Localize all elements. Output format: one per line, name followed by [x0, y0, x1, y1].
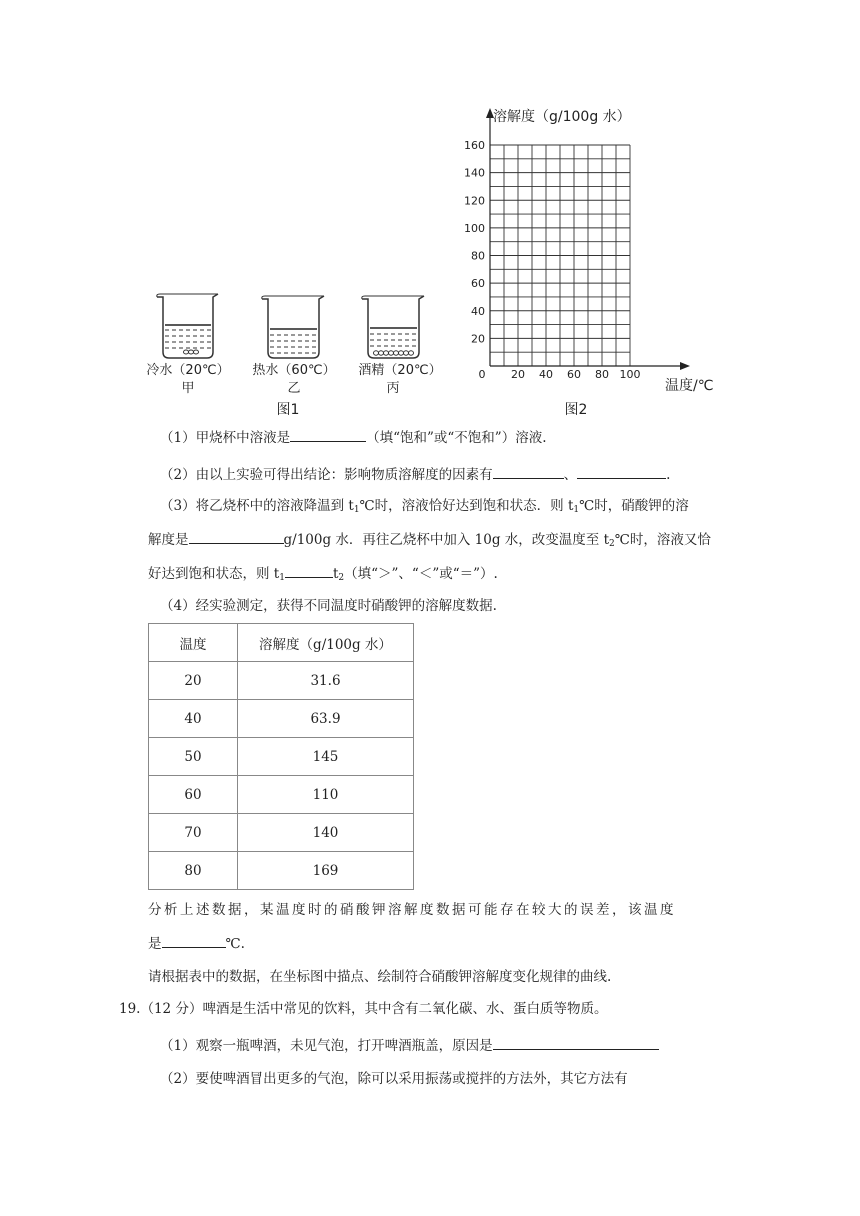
q1-text: （1）甲烧杯中溶液是 — [160, 430, 291, 446]
x-tick-label: 80 — [595, 368, 609, 381]
analysis-blank-temperature[interactable] — [162, 933, 226, 948]
y-tick-labels — [464, 139, 485, 345]
beaker-bing-name: 丙 — [386, 381, 400, 396]
table-cell: 169 — [238, 852, 414, 890]
y-tick-label: 140 — [464, 166, 485, 180]
q3-sub: 2 — [338, 573, 345, 583]
q3-text: ℃时，溶液又恰 — [614, 532, 711, 548]
y-tick-label: 60 — [471, 277, 485, 291]
q2-text: （2）由以上实验可得出结论：影响物质溶解度的因素有 — [160, 467, 493, 483]
x-tick-label: 40 — [539, 368, 553, 381]
q3-sub: 1 — [279, 573, 285, 583]
beaker-yi-name: 乙 — [287, 381, 301, 396]
q19-p1-blank[interactable] — [493, 1035, 659, 1050]
crystal-particle — [399, 351, 404, 355]
q2-separator: 、 — [563, 467, 578, 483]
y-tick-label: 80 — [471, 249, 485, 263]
y-tick-label: 20 — [471, 332, 485, 346]
table-row — [149, 738, 414, 776]
question-3-line-2 — [148, 529, 711, 554]
y-tick-label: 40 — [471, 304, 485, 318]
q3-text: （3）将乙烧杯中的溶液降温到 t — [160, 498, 354, 514]
analysis-text: 是 — [148, 936, 162, 952]
table-row — [149, 700, 414, 738]
crystal-particle — [384, 351, 389, 355]
table-row — [149, 814, 414, 852]
question-19-part-2: （2）要使啤酒冒出更多的气泡，除可以采用振荡或搅拌的方法外，其它方法有 — [160, 1071, 628, 1087]
q1-blank[interactable] — [290, 427, 366, 442]
table-cell: 63.9 — [238, 700, 414, 738]
x-tick-label: 0 — [478, 368, 486, 381]
beaker-bing — [362, 296, 424, 358]
table-cell: 70 — [149, 814, 238, 852]
q2-blank-2[interactable] — [577, 464, 666, 479]
q3-text: t — [332, 566, 339, 582]
table-cell: 140 — [238, 814, 414, 852]
q3-text: g/100g 水．再往乙烧杯中加入 10g 水，改变温度至 t — [283, 532, 610, 548]
question-19-part-1 — [160, 1035, 659, 1056]
x-axis-label: 温度/℃ — [665, 378, 714, 394]
crystal-particle — [409, 351, 414, 355]
q2-end: . — [666, 467, 671, 483]
question-3-line-1 — [160, 496, 689, 520]
q3-text: ℃时，硝酸钾的溶 — [579, 498, 689, 514]
beaker-yi-label: 热水（60℃） — [252, 363, 336, 378]
solubility-table — [148, 623, 414, 890]
beaker-jia-name: 甲 — [181, 381, 195, 396]
q3-text: （填“＞”、“＜”或“＝”）. — [344, 566, 498, 582]
table-header-row — [149, 624, 414, 662]
table-header-cell: 温度 — [149, 624, 238, 662]
x-tick-label: 20 — [511, 368, 525, 381]
crystal-particle — [379, 351, 384, 355]
q3-text: ℃时，溶液恰好达到饱和状态．则 t — [359, 498, 574, 514]
table-cell: 110 — [238, 776, 414, 814]
table-cell: 40 — [149, 700, 238, 738]
y-tick-label: 160 — [464, 139, 485, 152]
table-cell: 20 — [149, 662, 238, 700]
analysis-line-2 — [148, 933, 245, 954]
table-cell: 145 — [238, 738, 414, 776]
y-tick-label: 120 — [464, 194, 485, 208]
x-tick-label: 100 — [619, 368, 641, 381]
table-cell: 80 — [149, 852, 238, 890]
q3-sub: 1 — [573, 505, 580, 515]
q3-sub: 1 — [353, 505, 360, 515]
table-row — [149, 852, 414, 890]
q2-blank-1[interactable] — [493, 464, 564, 479]
table-row — [149, 776, 414, 814]
table-cell: 31.6 — [238, 662, 414, 700]
x-tick-labels — [479, 368, 641, 381]
question-19-heading: 19.（12 分）啤酒是生活中常见的饮料，其中含有二氧化碳、水、蛋白质等物质。 — [119, 1001, 608, 1017]
question-1 — [160, 427, 547, 448]
table-cell: 50 — [149, 738, 238, 776]
question-2 — [160, 464, 670, 485]
q3-blank-compare[interactable] — [285, 563, 333, 578]
q1-text-end: （填“饱和”或“不饱和”）溶液. — [366, 430, 547, 446]
analysis-line-1: 分析上述数据，某温度时的硝酸钾溶解度数据可能存在较大的误差，该温度 — [148, 902, 676, 918]
crystal-particle — [404, 351, 409, 355]
figures-area — [0, 0, 860, 420]
question-4-intro: （4）经实验测定，获得不同温度时硝酸钾的溶解度数据. — [160, 598, 497, 614]
analysis-unit: ℃. — [225, 936, 245, 952]
table-cell: 60 — [149, 776, 238, 814]
table-header-cell: 溶解度（g/100g 水） — [238, 624, 414, 662]
figure1-caption: 图1 — [276, 402, 300, 418]
y-axis-label: 溶解度（g/100g 水） — [493, 109, 631, 125]
y-tick-label: 100 — [464, 221, 485, 235]
beaker-jia — [157, 294, 218, 358]
x-tick-label: 60 — [567, 368, 581, 381]
solubility-grid — [490, 145, 630, 366]
beaker-jia-label: 冷水（20℃） — [146, 363, 230, 378]
q19-p1-text: （1）观察一瓶啤酒，未见气泡，打开啤酒瓶盖，原因是 — [160, 1038, 493, 1054]
crystal-particle — [374, 351, 379, 355]
figure2-caption: 图2 — [564, 402, 588, 418]
crystal-particle — [389, 351, 394, 355]
beaker-yi — [262, 296, 324, 358]
table-row — [149, 662, 414, 700]
q3-text: 解度是 — [148, 532, 189, 548]
beaker-bing-label: 酒精（20℃） — [358, 363, 442, 378]
q3-sub: 2 — [609, 539, 615, 549]
crystal-particle — [394, 351, 399, 355]
instruction-line: 请根据表中的数据，在坐标图中描点、绘制符合硝酸钾溶解度变化规律的曲线. — [148, 969, 612, 985]
q3-text: 好达到饱和状态，则 t — [148, 566, 280, 582]
q3-blank-solubility[interactable] — [189, 529, 284, 544]
question-3-line-3 — [148, 563, 498, 588]
x-axis-arrow — [680, 362, 690, 370]
